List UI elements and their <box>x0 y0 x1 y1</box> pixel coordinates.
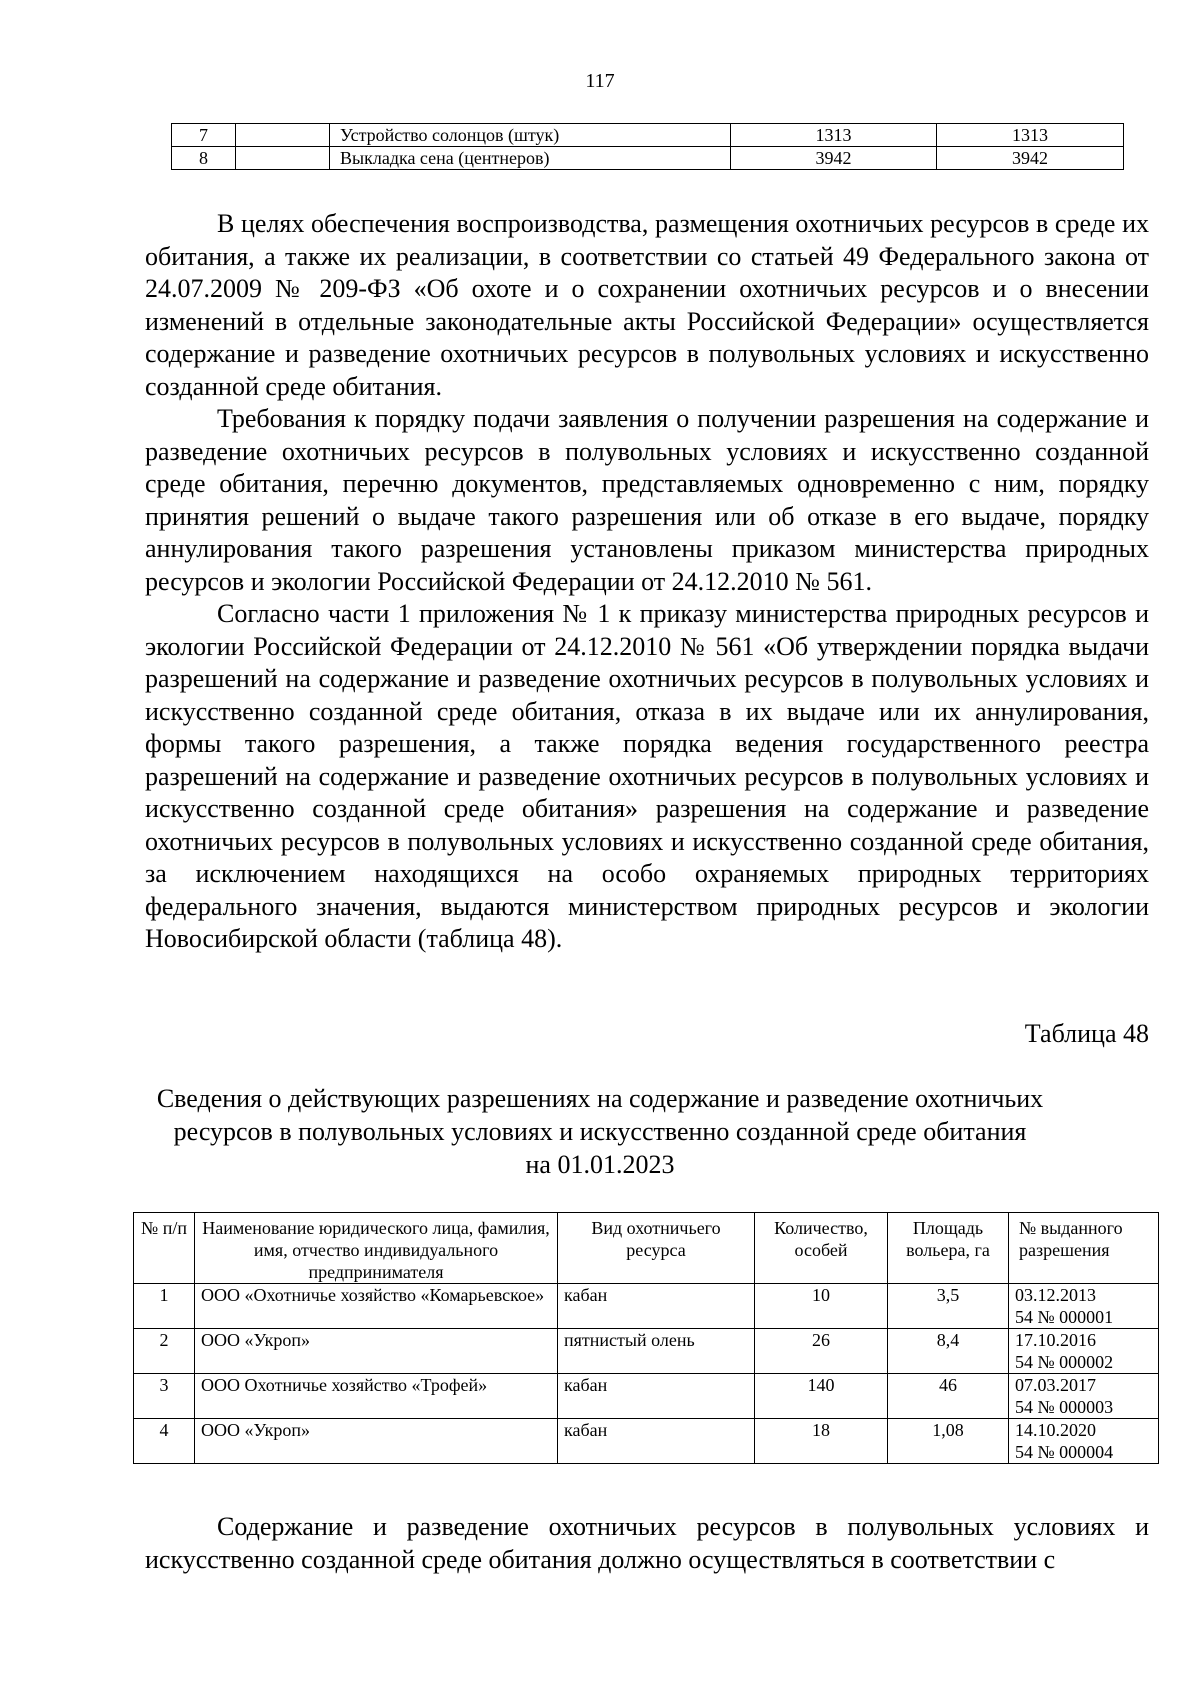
paragraph: Содержание и разведение охотничьих ресурсов в полувольных условиях и искусственно созданной среде обитания должно осуществляться в соответствии с <box>145 1512 1149 1574</box>
header-name: Наименование юридического лица, фамилия, имя, отчество индивидуального предпринимателя <box>195 1213 558 1284</box>
page-number: 117 <box>585 70 615 92</box>
permit-date: 07.03.2017 <box>1015 1375 1096 1395</box>
row-number: 7 <box>172 124 236 147</box>
area: 46 <box>888 1374 1009 1419</box>
header-count: Количество, особей <box>755 1213 888 1284</box>
area: 1,08 <box>888 1419 1009 1464</box>
paragraph: В целях обеспечения воспроизводства, размещения охотничьих ресурсов в среде их обитания, а также их реализации, в соответствии со статьей 49 Федерального закона от 24.07.2009 № 209-ФЗ «Об охоте и о сохранении охотничьих ресурсов и о внесении изменений в отдельные законодательные акты Российской Федерации» осуществляется содержание и разведение охотничьих ресурсов в полувольных условиях и искусственно созданной среде обитания. <box>145 209 1149 401</box>
row-number: 1 <box>134 1284 195 1329</box>
permit <box>1009 1329 1159 1374</box>
entity-name: ООО «Укроп» <box>195 1419 558 1464</box>
permit <box>1009 1374 1159 1419</box>
entity-name: ООО «Укроп» <box>195 1329 558 1374</box>
header-species: Вид охотничьего ресурса <box>558 1213 755 1284</box>
table-row <box>134 1419 1159 1464</box>
table-row <box>134 1374 1159 1419</box>
table-title-line: на 01.01.2023 <box>525 1150 675 1179</box>
species: кабан <box>558 1419 755 1464</box>
value-cell: 1313 <box>937 124 1124 147</box>
permit <box>1009 1419 1159 1464</box>
row-number: 2 <box>134 1329 195 1374</box>
permit-number: 54 № 000003 <box>1015 1397 1114 1417</box>
area: 3,5 <box>888 1284 1009 1329</box>
body-text <box>145 208 1149 956</box>
table-title-line: Сведения о действующих разрешениях на содержание и разведение охотничьих <box>156 1084 1044 1113</box>
table-row <box>172 147 1124 170</box>
table-header-row <box>134 1213 1159 1284</box>
area: 8,4 <box>888 1329 1009 1374</box>
row-number: 3 <box>134 1374 195 1419</box>
continued-table <box>171 123 1124 170</box>
paragraph: Требования к порядку подачи заявления о получении разрешения на содержание и разведение охотничьих ресурсов в полувольных условиях и искусственно созданной среде обитания, перечню документов, представляемых одновременно с ним, порядку принятия решений о выдаче такого разрешения или об отказе в его выдаче, порядку аннулирования такого разрешения установлены приказом министерства природных ресурсов и экологии Российской Федерации от 24.12.2010 № 561. <box>145 404 1149 596</box>
activity-name: Выкладка сена (центнеров) <box>330 147 731 170</box>
value-cell: 3942 <box>937 147 1124 170</box>
count: 140 <box>755 1374 888 1419</box>
permit-number: 54 № 000002 <box>1015 1352 1114 1372</box>
species: кабан <box>558 1284 755 1329</box>
permits-table <box>133 1212 1159 1464</box>
permit <box>1009 1284 1159 1329</box>
permit-date: 03.12.2013 <box>1015 1285 1096 1305</box>
value-cell: 3942 <box>731 147 937 170</box>
value-cell: 1313 <box>731 124 937 147</box>
table-label: Таблица 48 <box>1024 1019 1149 1048</box>
paragraph: Согласно части 1 приложения № 1 к приказу министерства природных ресурсов и экологии Российской Федерации от 24.12.2010 № 561 «Об утверждении порядка выдачи разрешений на содержание и разведение охотничьих ресурсов в полувольных условиях и искусственно созданной среде обитания, отказа в их выдаче или их аннулирования, формы такого разрешения, а также порядка ведения государственного реестра разрешений на содержание и разведение охотничьих ресурсов в полувольных условиях и искусственно созданной среде обитания» разрешения на содержание и разведение охотничьих ресурсов в полувольных условиях и искусственно созданной среде обитания, за исключением находящихся на особо охраняемых природных территориях федерального значения, выдаются министерством природных ресурсов и экологии Новосибирской области (таблица 48). <box>145 599 1149 953</box>
permit-date: 17.10.2016 <box>1015 1330 1096 1350</box>
entity-name: ООО «Охотничье хозяйство «Комарьевское» <box>195 1284 558 1329</box>
table-title-line: ресурсов в полувольных условиях и искусственно созданной среде обитания <box>173 1117 1027 1146</box>
header-permit: № выданного разрешения <box>1009 1213 1159 1284</box>
entity-name: ООО Охотничье хозяйство «Трофей» <box>195 1374 558 1419</box>
count: 26 <box>755 1329 888 1374</box>
permit-number: 54 № 000001 <box>1015 1307 1114 1327</box>
blank-cell <box>236 147 330 170</box>
species: пятнистый олень <box>558 1329 755 1374</box>
table-row <box>172 124 1124 147</box>
row-number: 4 <box>134 1419 195 1464</box>
permit-number: 54 № 000004 <box>1015 1442 1114 1462</box>
row-number: 8 <box>172 147 236 170</box>
permit-date: 14.10.2020 <box>1015 1420 1096 1440</box>
count: 18 <box>755 1419 888 1464</box>
header-num: № п/п <box>134 1213 195 1284</box>
table-title <box>0 1082 1200 1181</box>
table-row <box>134 1329 1159 1374</box>
count: 10 <box>755 1284 888 1329</box>
blank-cell <box>236 124 330 147</box>
activity-name: Устройство солонцов (штук) <box>330 124 731 147</box>
species: кабан <box>558 1374 755 1419</box>
body-text <box>145 1511 1149 1576</box>
table-row <box>134 1284 1159 1329</box>
header-area: Площадь вольера, га <box>888 1213 1009 1284</box>
